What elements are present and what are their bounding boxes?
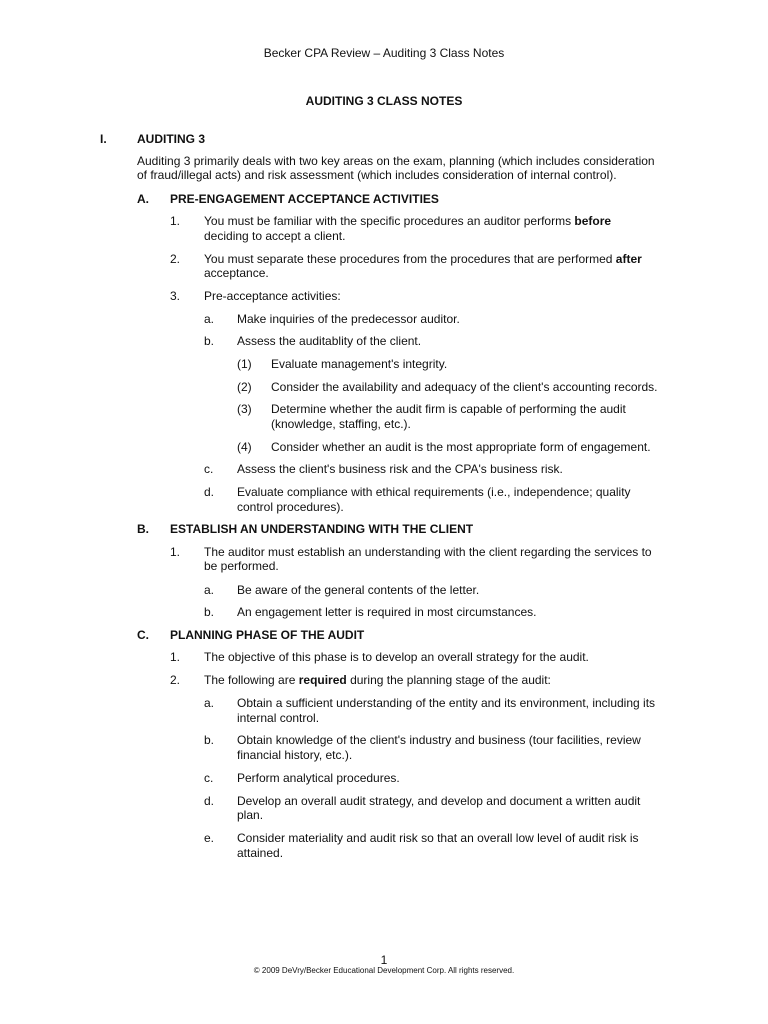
list-letter: d.	[204, 485, 215, 499]
list-item-text: Assess the auditablity of the client.	[237, 334, 422, 348]
text-run: You must be familiar with the specific procedures an auditor performs	[204, 214, 575, 228]
list-item-text	[204, 252, 642, 266]
list-item-text: Evaluate compliance with ethical requirements (i.e., independence; quality	[237, 485, 631, 499]
subsection-heading: ESTABLISH AN UNDERSTANDING WITH THE CLIENT	[170, 522, 474, 536]
list-item-text: acceptance.	[204, 266, 269, 280]
subsection-heading: PRE-ENGAGEMENT ACCEPTANCE ACTIVITIES	[170, 192, 439, 206]
list-item-text: deciding to accept a client.	[204, 229, 346, 243]
list-number: 1.	[170, 650, 181, 664]
list-item-text: Consider the availability and adequacy of the client's accounting records.	[271, 380, 658, 394]
list-item-text: (knowledge, staffing, etc.).	[271, 417, 411, 431]
list-item-text: An engagement letter is required in most circumstances.	[237, 605, 537, 619]
list-item-text: be performed.	[204, 559, 279, 573]
list-item-text: financial history, etc.).	[237, 748, 353, 762]
list-letter: c.	[204, 771, 214, 785]
list-letter: a.	[204, 583, 215, 597]
list-item-text: internal control.	[237, 711, 320, 725]
subsection-heading: PLANNING PHASE OF THE AUDIT	[170, 628, 365, 642]
running-header: Becker CPA Review – Auditing 3 Class Notes	[263, 46, 505, 60]
subsection-letter: A.	[137, 192, 149, 206]
list-item-text	[204, 673, 551, 687]
list-letter: d.	[204, 794, 215, 808]
text-run: You must separate these procedures from the procedures that are performed	[204, 252, 616, 266]
list-item-text	[204, 214, 611, 228]
list-item-text: Evaluate management's integrity.	[271, 357, 448, 371]
list-item-text: Obtain knowledge of the client's industry and business (tour facilities, review	[237, 733, 641, 747]
list-item-text: Determine whether the audit firm is capable of performing the audit	[271, 402, 626, 416]
list-subnumber: (4)	[237, 440, 252, 454]
list-letter: e.	[204, 831, 215, 845]
list-letter: b.	[204, 334, 215, 348]
list-number: 2.	[170, 252, 181, 266]
list-item-text: Perform analytical procedures.	[237, 771, 400, 785]
copyright-notice: © 2009 DeVry/Becker Educational Development Corp. All rights reserved.	[253, 966, 515, 975]
list-subnumber: (2)	[237, 380, 252, 394]
list-item-text: Be aware of the general contents of the letter.	[237, 583, 480, 597]
list-letter: c.	[204, 462, 214, 476]
list-item-text: Make inquiries of the predecessor auditor.	[237, 312, 460, 326]
list-letter: a.	[204, 696, 215, 710]
list-item-text: Develop an overall audit strategy, and develop and document a written audit	[237, 794, 641, 808]
list-number: 2.	[170, 673, 181, 687]
list-item-text: Consider materiality and audit risk so that an overall low level of audit risk is	[237, 831, 639, 845]
list-subnumber: (3)	[237, 402, 252, 416]
list-item-text: attained.	[237, 846, 284, 860]
subsection-letter: B.	[137, 522, 149, 536]
subsection-letter: C.	[137, 628, 149, 642]
list-letter: a.	[204, 312, 215, 326]
list-letter: b.	[204, 605, 215, 619]
text-run: The following are	[204, 673, 299, 687]
list-item-text: Pre-acceptance activities:	[204, 289, 341, 303]
list-number: 3.	[170, 289, 181, 303]
list-number: 1.	[170, 545, 181, 559]
intro-line: of fraud/illegal acts) and risk assessment (which includes consideration of internal control).	[137, 168, 617, 182]
emphasis: required	[298, 673, 347, 687]
list-item-text: Obtain a sufficient understanding of the entity and its environment, including its	[237, 696, 656, 710]
list-item-text: The objective of this phase is to develop an overall strategy for the audit.	[204, 650, 589, 664]
intro-line: Auditing 3 primarily deals with two key areas on the exam, planning (which includes consideration	[137, 154, 655, 168]
emphasis: before	[574, 214, 612, 228]
list-item-text: plan.	[237, 808, 264, 822]
emphasis: after	[615, 252, 642, 266]
page-number: 1	[380, 953, 388, 967]
list-item-text: The auditor must establish an understanding with the client regarding the services to	[204, 545, 652, 559]
list-subnumber: (1)	[237, 357, 252, 371]
list-item-text: control procedures).	[237, 500, 344, 514]
section-number: I.	[100, 132, 107, 146]
list-item-text: Assess the client's business risk and the CPA's business risk.	[237, 462, 563, 476]
list-item-text: Consider whether an audit is the most appropriate form of engagement.	[271, 440, 651, 454]
list-letter: b.	[204, 733, 215, 747]
list-number: 1.	[170, 214, 181, 228]
section-heading: AUDITING 3	[137, 132, 206, 146]
text-run: during the planning stage of the audit:	[346, 673, 551, 687]
document-title: AUDITING 3 CLASS NOTES	[305, 94, 463, 108]
